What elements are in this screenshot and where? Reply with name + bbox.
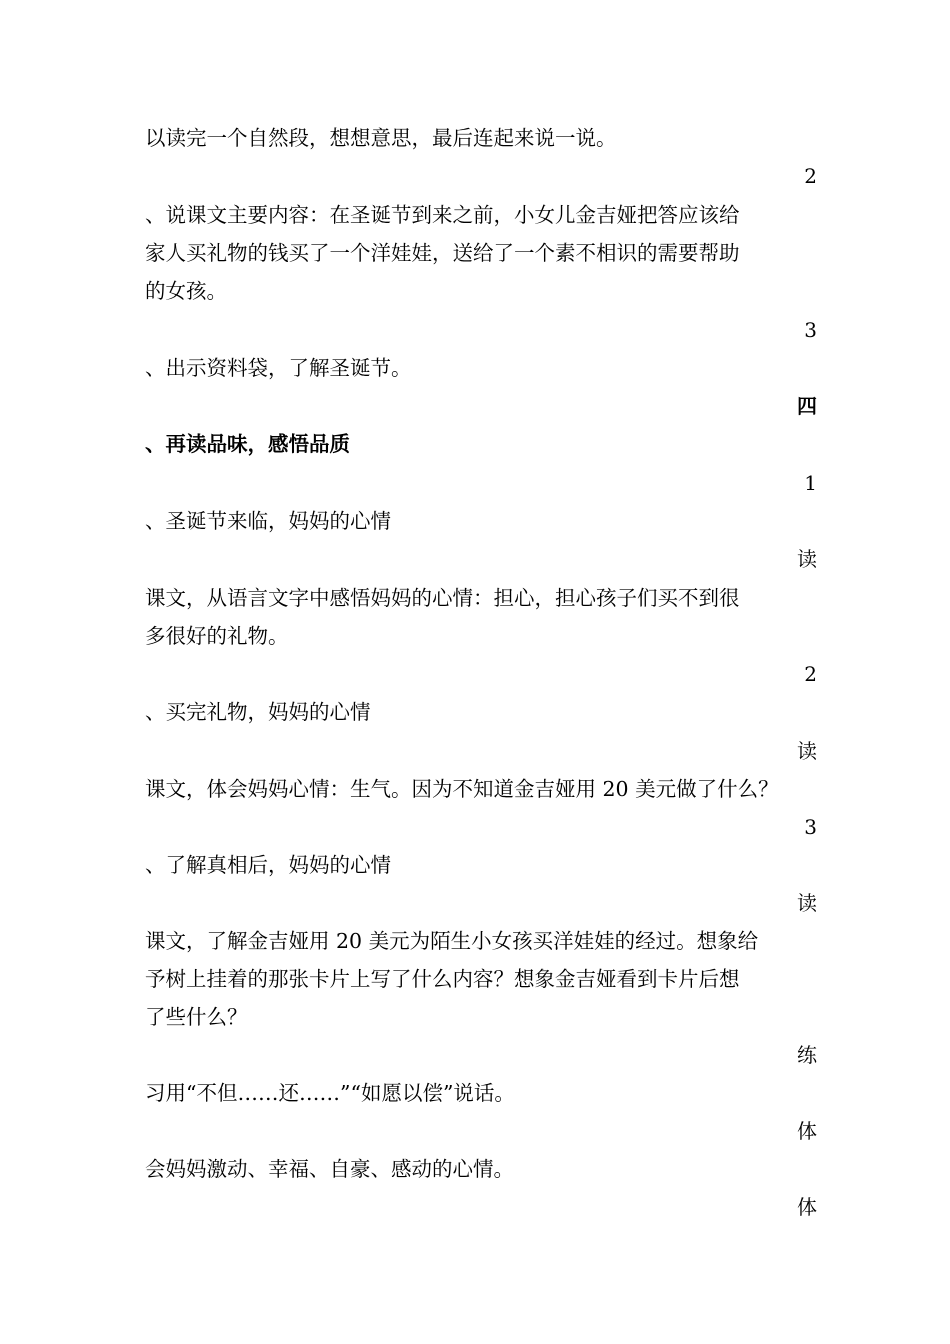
text-line: 多很好的礼物。 (145, 624, 289, 648)
text-line: 、了解真相后，妈妈的心情 (145, 853, 391, 877)
item-number: 2 (804, 662, 817, 686)
item-number: 3 (804, 318, 817, 342)
text-line: 、圣诞节来临，妈妈的心情 (145, 509, 391, 533)
text-line: 会妈妈激动、幸福、自豪、感动的心情。 (145, 1157, 514, 1181)
text-line: 、说课文主要内容：在圣诞节到来之前，小女儿金吉娅把答应该给 (145, 203, 740, 227)
section-heading: 、再读品味，感悟品质 (145, 432, 350, 456)
text-line: 予树上挂着的那张卡片上写了什么内容？想象金吉娅看到卡片后想 (145, 967, 740, 991)
text-line: 课文，了解金吉娅用 20 美元为陌生小女孩买洋娃娃的经过。想象给 (145, 929, 759, 953)
text-line: 习用“不但……还……”“如愿以偿”说话。 (145, 1081, 515, 1105)
line-start-char: 读 (797, 547, 817, 571)
text-line: 课文，体会妈妈心情：生气。因为不知道金吉娅用 20 美元做了什么？ (145, 777, 779, 801)
text-line: 了些什么？ (145, 1005, 248, 1029)
line-start-char: 体 (797, 1119, 817, 1143)
line-start-char: 体 (797, 1195, 817, 1219)
text-line: 、买完礼物，妈妈的心情 (145, 700, 371, 724)
item-number: 2 (804, 164, 817, 188)
section-number: 四 (797, 394, 817, 418)
line-start-char: 读 (797, 739, 817, 763)
item-number: 3 (804, 815, 817, 839)
text-line: 、出示资料袋，了解圣诞节。 (145, 356, 412, 380)
line-start-char: 练 (797, 1043, 817, 1067)
line-start-char: 读 (797, 891, 817, 915)
text-line: 课文，从语言文字中感悟妈妈的心情：担心，担心孩子们买不到很 (145, 586, 740, 610)
text-line: 家人买礼物的钱买了一个洋娃娃，送给了一个素不相识的需要帮助 (145, 241, 740, 265)
text-line: 以读完一个自然段，想想意思，最后连起来说一说。 (145, 126, 617, 150)
item-number: 1 (804, 471, 817, 495)
text-line: 的女孩。 (145, 279, 227, 303)
